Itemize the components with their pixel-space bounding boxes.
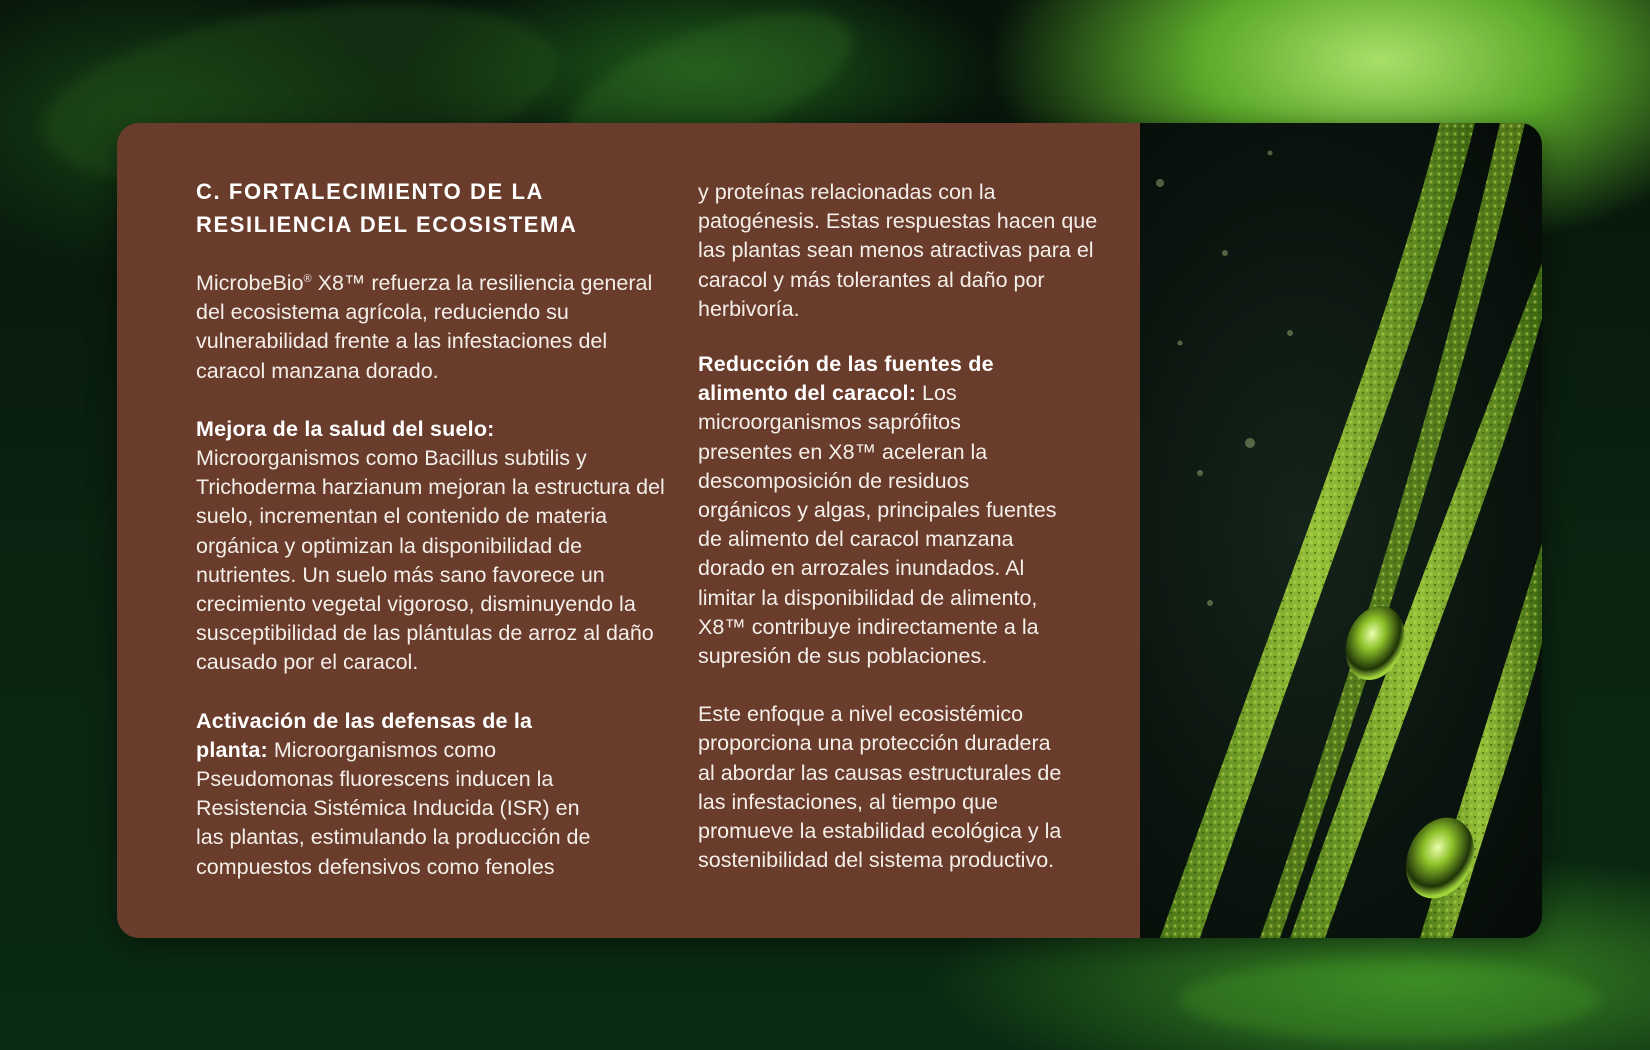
soil-health-paragraph — [196, 415, 666, 678]
brand-name: MicrobeBio — [196, 271, 304, 295]
plant-defense-continued-text: y proteínas relacionadas con la patogénesis. Estas respuestas hacen que las plantas sean menos atractivas para el caracol y más tolerantes al daño por herbivoría. — [698, 180, 1098, 321]
food-source-body: Los microorganismos saprófitos presentes en X8™ aceleran la descomposición de residuos orgánicos y algas, principales fuentes de alimento del caracol manzana dorado en arrozales inundados. Al limitar la disponibilidad de alimento, X8™ contribuye indirectamente a la supresión de sus poblaciones. — [698, 381, 1057, 669]
content-card — [117, 123, 1542, 938]
plant-defense-continuation — [698, 178, 1118, 324]
intro-paragraph — [196, 269, 666, 386]
section-heading — [196, 175, 666, 241]
intro-text: X8™ refuerza la resiliencia general del ecosistema agrícola, reduciendo su vulnerabilidad frente a las infestaciones del caracol manzana dorado. — [196, 271, 653, 383]
algae-micrograph-image — [1140, 123, 1542, 938]
left-column — [196, 175, 666, 911]
background-cell-blob — [1180, 960, 1600, 1040]
soil-health-body: Microorganismos como Bacillus subtilis y Trichoderma harzianum mejoran la estructura del suelo, incrementan el contenido de materia orgánica y optimizan la disponibilidad de nutrientes. Un suelo más sano favorece un crecimiento vegetal vigoroso, disminuyendo la susceptibilidad de las plántulas de arroz al daño causado por el caracol. — [196, 446, 665, 675]
food-source-title: Reducción de las fuentes de alimento del caracol: — [698, 352, 994, 406]
soil-health-title: Mejora de la salud del suelo: — [196, 416, 495, 441]
registered-mark: ® — [303, 273, 312, 285]
plant-defense-body: Microorganismos como Pseudomonas fluorescens inducen la Resistencia Sistémica Inducida (ISR) en las plantas, estimulando la producción de compuestos defensivos como fenoles — [196, 737, 591, 879]
closing-paragraph — [698, 700, 1068, 875]
closing-text: Este enfoque a nivel ecosistémico proporciona una protección duradera al abordar las causas estructurales de las infestaciones, al tiempo que promueve la estabilidad ecológica y la sostenibilidad del sistema productivo. — [698, 702, 1062, 873]
plant-defense-paragraph — [196, 707, 591, 882]
text-panel — [117, 123, 1140, 938]
plant-defense-title: Activación de las defensas de la planta: — [196, 708, 533, 762]
right-column — [698, 178, 1118, 904]
heading-line-2: RESILIENCIA DEL ECOSISTEMA — [196, 212, 578, 237]
heading-line-1: C. FORTALECIMIENTO DE LA — [196, 179, 545, 204]
algae-filaments-icon — [1140, 123, 1542, 938]
food-source-paragraph — [698, 350, 1058, 671]
